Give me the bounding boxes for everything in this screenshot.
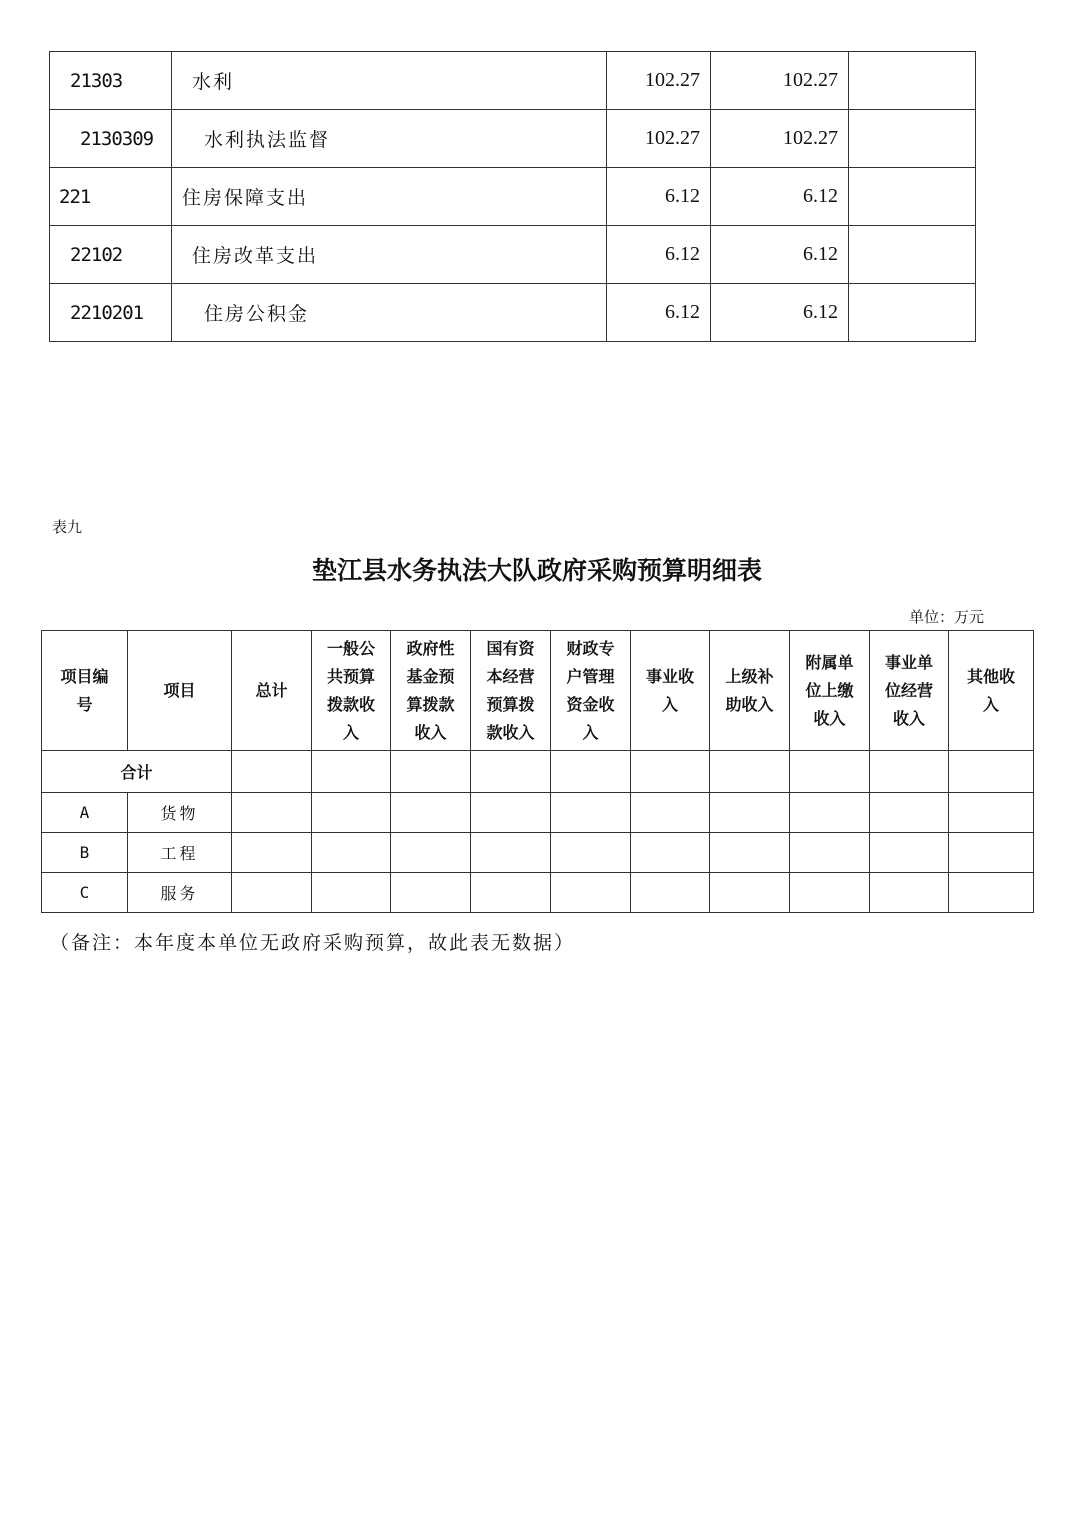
empty-cell	[710, 793, 790, 833]
empty-cell	[631, 793, 710, 833]
item-name: 服务	[128, 873, 232, 913]
amount-cell: 102.27	[711, 52, 849, 110]
empty-cell	[471, 793, 551, 833]
column-header: 一般公共预算拨款收入	[312, 631, 391, 751]
remark-note: （备注：本年度本单位无政府采购预算，故此表无数据）	[50, 932, 576, 954]
subject-name: 住房保障支出	[172, 168, 607, 226]
empty-cell	[870, 833, 949, 873]
amount-cell	[849, 226, 976, 284]
subject-code: 221	[50, 168, 172, 226]
subject-code: 2210201	[50, 284, 172, 342]
empty-cell	[949, 873, 1034, 913]
subject-code: 2130309	[50, 110, 172, 168]
item-name: 货物	[128, 793, 232, 833]
subject-name: 住房改革支出	[172, 226, 607, 284]
empty-cell	[312, 751, 391, 793]
subject-code: 22102	[50, 226, 172, 284]
empty-cell	[949, 833, 1034, 873]
column-header: 上级补助收入	[710, 631, 790, 751]
subject-name: 水利	[172, 52, 607, 110]
amount-cell: 6.12	[711, 168, 849, 226]
item-code: A	[42, 793, 128, 833]
amount-cell	[849, 110, 976, 168]
empty-cell	[232, 751, 312, 793]
empty-cell	[870, 793, 949, 833]
empty-cell	[471, 751, 551, 793]
table-row	[50, 284, 976, 342]
empty-cell	[949, 751, 1034, 793]
amount-cell	[849, 52, 976, 110]
column-header: 其他收入	[949, 631, 1034, 751]
empty-cell	[631, 751, 710, 793]
empty-cell	[391, 751, 471, 793]
empty-cell	[312, 833, 391, 873]
column-header: 事业单位经营收入	[870, 631, 949, 751]
page-title: 垫江县水务执法大队政府采购预算明细表	[311, 556, 762, 585]
amount-cell: 102.27	[711, 110, 849, 168]
empty-cell	[391, 833, 471, 873]
table-row	[42, 873, 1034, 913]
empty-cell	[551, 793, 631, 833]
empty-cell	[790, 751, 870, 793]
amount-cell: 6.12	[607, 226, 711, 284]
empty-cell	[949, 793, 1034, 833]
empty-cell	[391, 873, 471, 913]
empty-cell	[631, 873, 710, 913]
column-header: 项目编号	[42, 631, 128, 751]
subject-code: 21303	[50, 52, 172, 110]
procurement-budget-table	[41, 630, 1034, 913]
empty-cell	[551, 833, 631, 873]
column-header: 项目	[128, 631, 232, 751]
empty-cell	[551, 873, 631, 913]
amount-cell: 6.12	[711, 226, 849, 284]
empty-cell	[631, 833, 710, 873]
empty-cell	[790, 793, 870, 833]
empty-cell	[312, 873, 391, 913]
item-code: B	[42, 833, 128, 873]
empty-cell	[870, 873, 949, 913]
table-number-label: 表九	[52, 518, 83, 536]
amount-cell: 102.27	[607, 52, 711, 110]
total-row	[42, 751, 1034, 793]
empty-cell	[710, 873, 790, 913]
column-header: 国有资本经营预算拨款收入	[471, 631, 551, 751]
amount-cell	[849, 284, 976, 342]
amount-cell: 102.27	[607, 110, 711, 168]
table-row	[50, 168, 976, 226]
amount-cell: 6.12	[711, 284, 849, 342]
header-row	[42, 631, 1034, 751]
item-name: 工程	[128, 833, 232, 873]
item-code: C	[42, 873, 128, 913]
table-row	[50, 110, 976, 168]
empty-cell	[391, 793, 471, 833]
amount-cell	[849, 168, 976, 226]
total-label: 合计	[42, 751, 232, 793]
budget-table-continuation	[49, 51, 976, 342]
empty-cell	[232, 833, 312, 873]
column-header: 事业收入	[631, 631, 710, 751]
amount-cell: 6.12	[607, 168, 711, 226]
empty-cell	[312, 793, 391, 833]
empty-cell	[232, 793, 312, 833]
amount-cell: 6.12	[607, 284, 711, 342]
table-row	[50, 226, 976, 284]
table-row	[50, 52, 976, 110]
empty-cell	[790, 833, 870, 873]
table-row	[42, 793, 1034, 833]
column-header: 政府性基金预算拨款收入	[391, 631, 471, 751]
table-row	[42, 833, 1034, 873]
empty-cell	[551, 751, 631, 793]
column-header: 总计	[232, 631, 312, 751]
empty-cell	[870, 751, 949, 793]
subject-name: 住房公积金	[172, 284, 607, 342]
empty-cell	[710, 833, 790, 873]
column-header: 附属单位上缴收入	[790, 631, 870, 751]
empty-cell	[471, 833, 551, 873]
subject-name: 水利执法监督	[172, 110, 607, 168]
empty-cell	[710, 751, 790, 793]
empty-cell	[790, 873, 870, 913]
empty-cell	[232, 873, 312, 913]
column-header: 财政专户管理资金收入	[551, 631, 631, 751]
unit-label: 单位：万元	[909, 608, 985, 626]
empty-cell	[471, 873, 551, 913]
